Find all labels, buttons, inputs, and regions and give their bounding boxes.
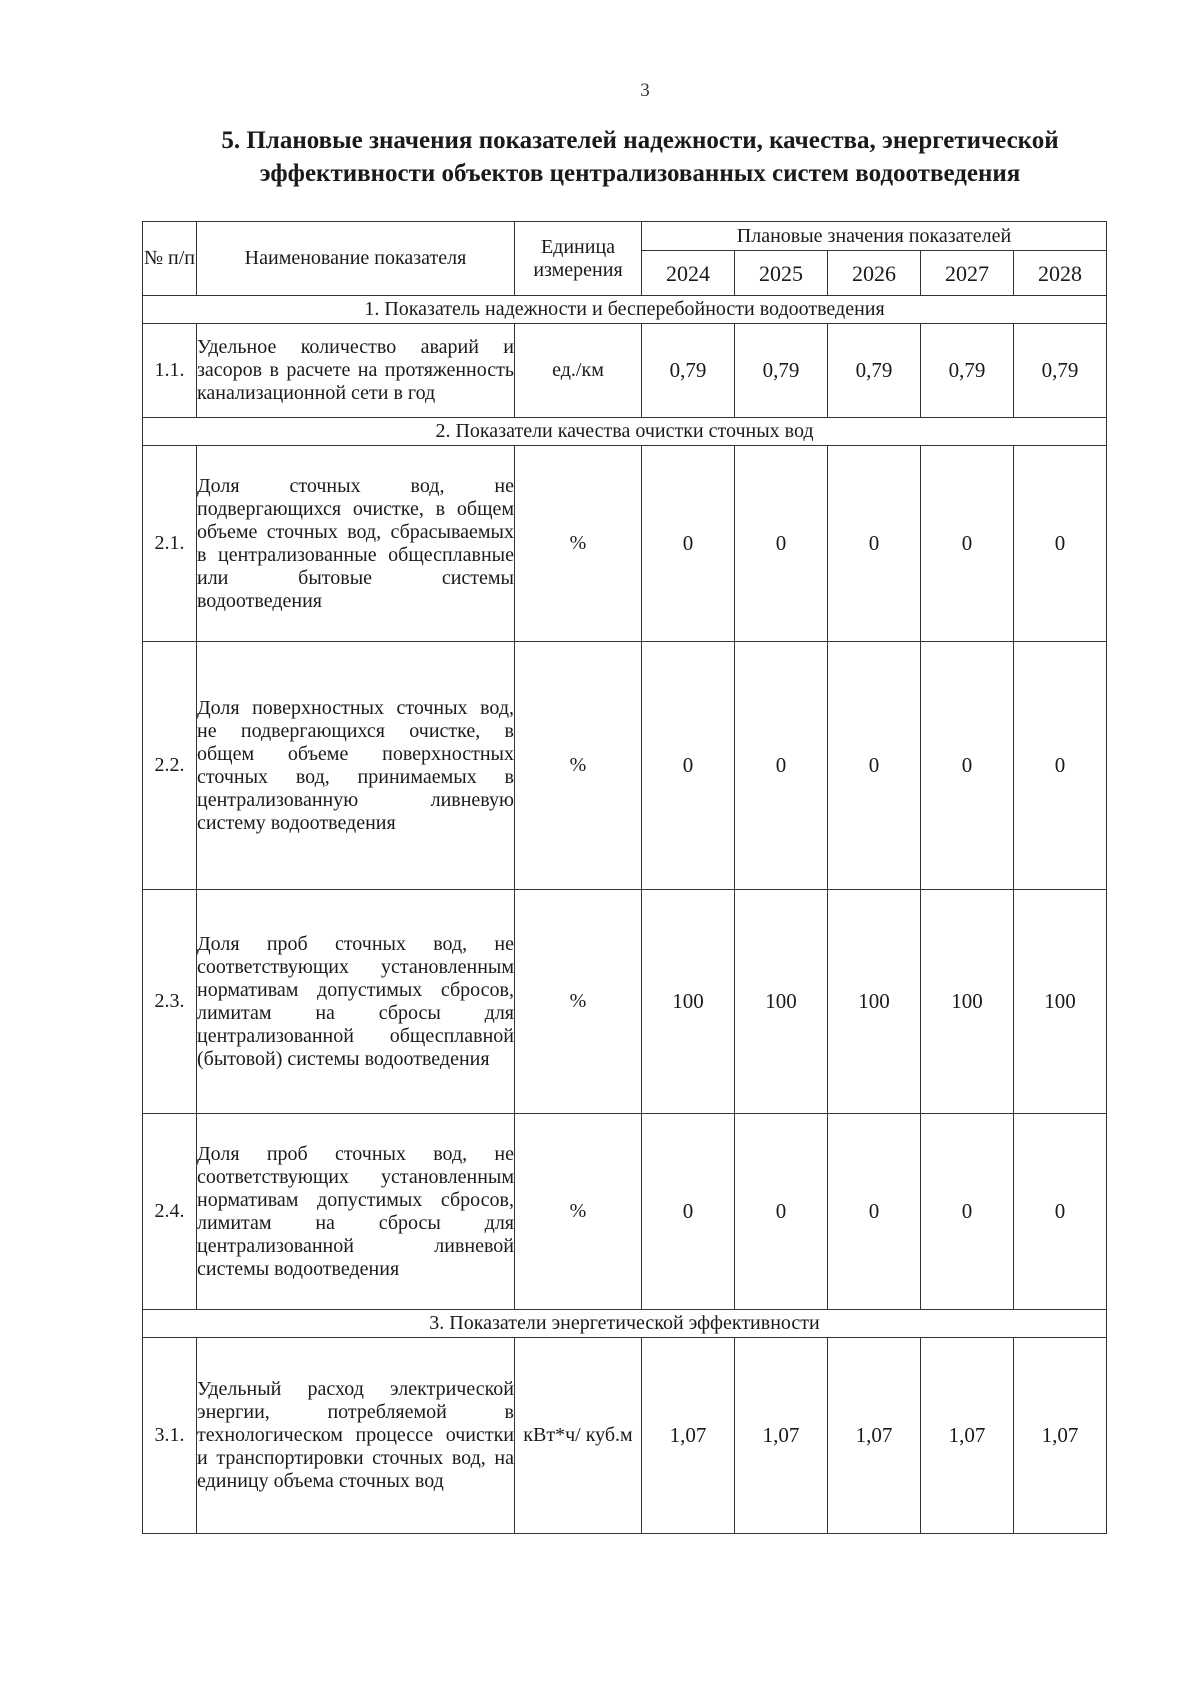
row-number: 3.1. — [143, 1338, 197, 1534]
row-number: 2.1. — [143, 446, 197, 642]
row-value: 0 — [735, 446, 828, 642]
row-value: 0,79 — [1014, 324, 1107, 418]
table-row — [143, 642, 1107, 890]
row-unit: ед./км — [515, 324, 642, 418]
header-year: 2025 — [735, 251, 828, 296]
row-value: 0 — [828, 446, 921, 642]
row-value: 0,79 — [642, 324, 735, 418]
header-year: 2026 — [828, 251, 921, 296]
row-value: 0 — [921, 1114, 1014, 1310]
section-row — [143, 296, 1107, 324]
row-value: 0,79 — [828, 324, 921, 418]
section-title: 2. Показатели качества очистки сточных вод — [143, 418, 1107, 446]
row-indicator-name: Удельное количество аварий и засоров в расчете на протяженность канализационной сети в год — [197, 324, 515, 418]
header-row — [143, 222, 1107, 251]
table-row — [143, 446, 1107, 642]
row-unit: % — [515, 642, 642, 890]
indicators-table — [142, 221, 1107, 1534]
header-year: 2027 — [921, 251, 1014, 296]
row-value: 0,79 — [735, 324, 828, 418]
row-value: 100 — [735, 890, 828, 1114]
row-number: 2.3. — [143, 890, 197, 1114]
row-value: 0 — [1014, 642, 1107, 890]
row-value: 1,07 — [735, 1338, 828, 1534]
row-value: 1,07 — [921, 1338, 1014, 1534]
row-value: 0 — [828, 642, 921, 890]
row-value: 0 — [642, 1114, 735, 1310]
header-unit: Единица измерения — [515, 222, 642, 296]
header-num: № п/п — [143, 222, 197, 296]
row-value: 0 — [642, 446, 735, 642]
document-title — [150, 124, 1130, 190]
row-number: 1.1. — [143, 324, 197, 418]
table-row — [143, 1338, 1107, 1534]
row-indicator-name: Доля проб сточных вод, не соответствующих установленным нормативам допустимых сбросов, лимитам на сбросы для централизованной ливневой системы водоотведения — [197, 1114, 515, 1310]
header-year: 2028 — [1014, 251, 1107, 296]
row-value: 100 — [1014, 890, 1107, 1114]
row-value: 0,79 — [921, 324, 1014, 418]
row-value: 100 — [921, 890, 1014, 1114]
header-year: 2024 — [642, 251, 735, 296]
row-unit: кВт*ч/ куб.м — [515, 1338, 642, 1534]
row-unit: % — [515, 446, 642, 642]
row-value: 0 — [1014, 1114, 1107, 1310]
header-plan-values: Плановые значения показателей — [642, 222, 1107, 251]
row-value: 0 — [921, 446, 1014, 642]
row-indicator-name: Доля проб сточных вод, не соответствующих установленным нормативам допустимых сбросов, лимитам на сбросы для централизованной общесплавной (бытовой) системы водоотведения — [197, 890, 515, 1114]
title-line-2: эффективности объектов централизованных систем водоотведения — [259, 160, 1021, 187]
section-title: 1. Показатель надежности и бесперебойности водоотведения — [143, 296, 1107, 324]
row-value: 100 — [828, 890, 921, 1114]
row-value: 0 — [642, 642, 735, 890]
row-value: 0 — [735, 1114, 828, 1310]
row-value: 1,07 — [642, 1338, 735, 1534]
row-value: 0 — [1014, 446, 1107, 642]
row-value: 0 — [735, 642, 828, 890]
row-value: 0 — [828, 1114, 921, 1310]
table-row — [143, 890, 1107, 1114]
table-row — [143, 324, 1107, 418]
row-value: 0 — [921, 642, 1014, 890]
row-unit: % — [515, 890, 642, 1114]
title-line-1: 5. Плановые значения показателей надежности, качества, энергетической — [221, 127, 1059, 154]
row-number: 2.4. — [143, 1114, 197, 1310]
section-row — [143, 1310, 1107, 1338]
page-number: 3 — [640, 80, 650, 101]
row-indicator-name: Доля поверхностных сточных вод, не подвергающихся очистке, в общем объеме поверхностных сточных вод, принимаемых в централизованную ливневую систему водоотведения — [197, 642, 515, 890]
row-value: 1,07 — [828, 1338, 921, 1534]
row-value: 1,07 — [1014, 1338, 1107, 1534]
row-value: 100 — [642, 890, 735, 1114]
section-title: 3. Показатели энергетической эффективности — [143, 1310, 1107, 1338]
row-unit: % — [515, 1114, 642, 1310]
row-indicator-name: Доля сточных вод, не подвергающихся очистке, в общем объеме сточных вод, сбрасываемых в централизованные общесплавные или бытовые системы водоотведения — [197, 446, 515, 642]
row-number: 2.2. — [143, 642, 197, 890]
header-name: Наименование показателя — [197, 222, 515, 296]
table-row — [143, 1114, 1107, 1310]
row-indicator-name: Удельный расход электрической энергии, потребляемой в технологическом процессе очистки и транспортировки сточных вод, на единицу объема сточных вод — [197, 1338, 515, 1534]
section-row — [143, 418, 1107, 446]
